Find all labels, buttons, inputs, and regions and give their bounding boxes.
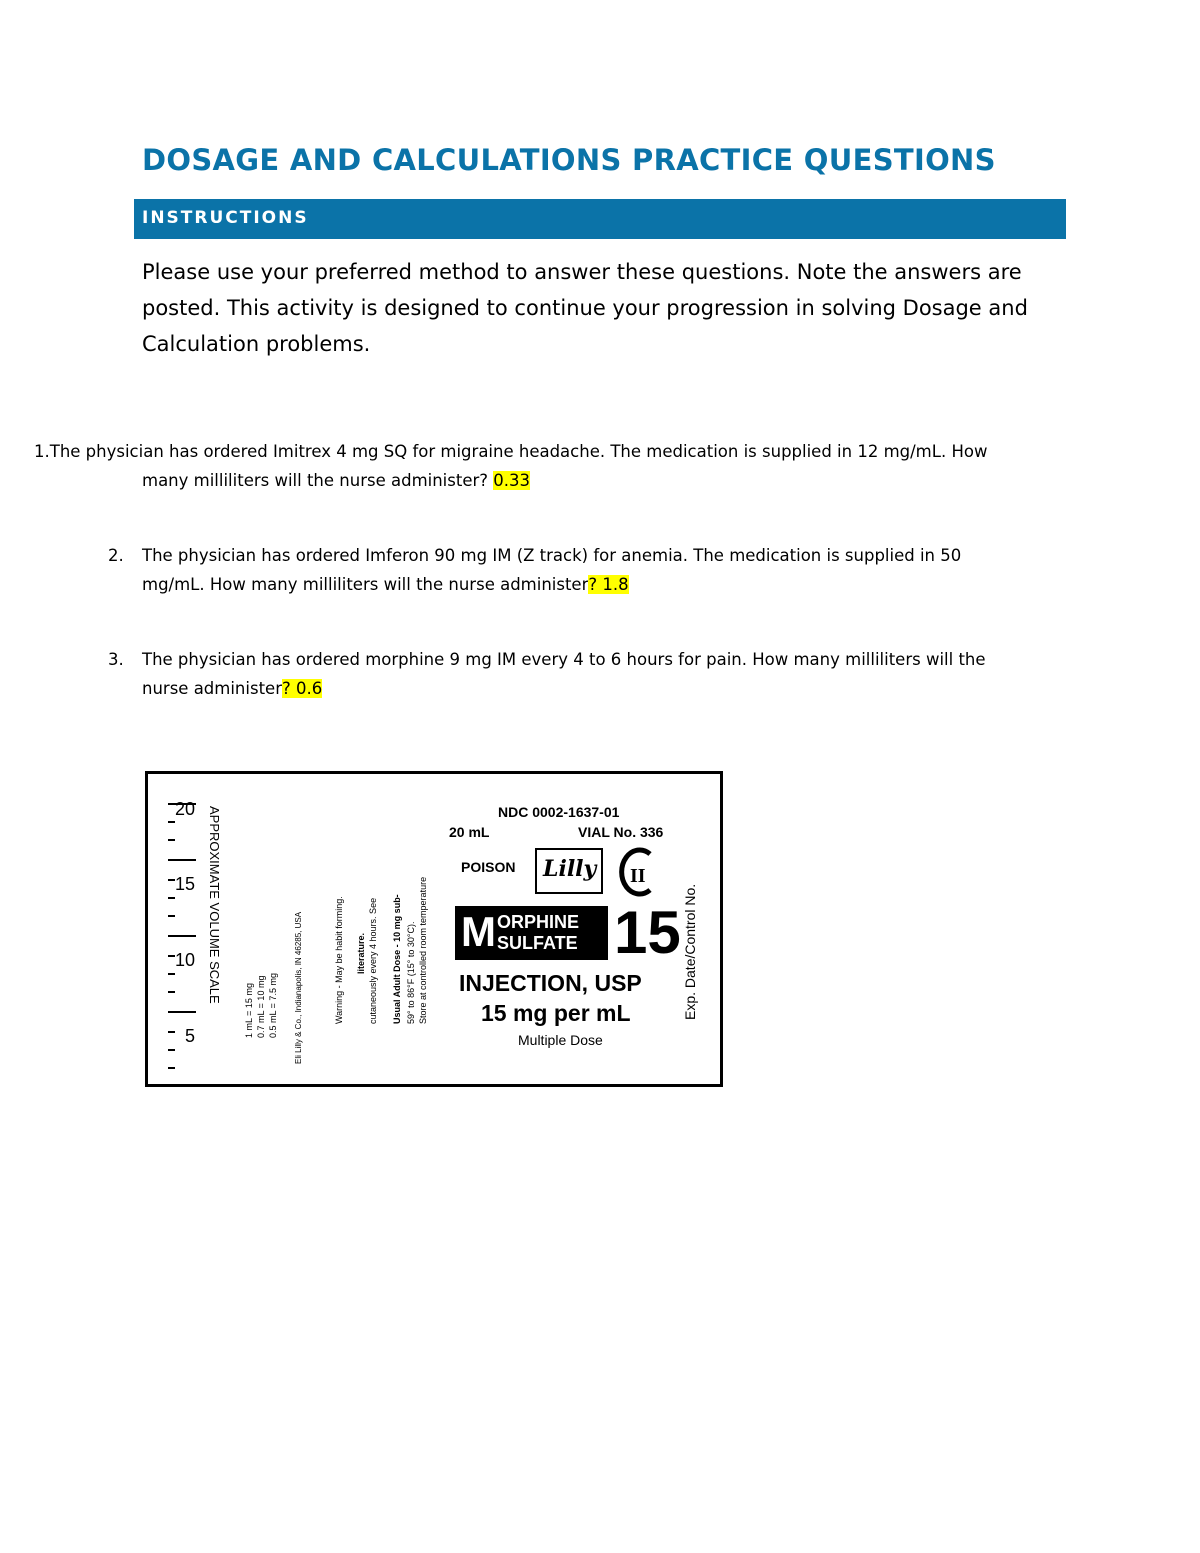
question-text-line1: The physician has ordered Imitrex 4 mg SQ for migraine headache. The medication is supplied in 12 mg/mL. How [49,442,988,461]
strength-number: 15 [614,899,681,966]
question-text-line2: nurse administer [142,679,282,698]
scale-number-15: 15 [175,874,196,894]
scale-title: APPROXIMATE VOLUME SCALE [207,806,222,1004]
answer-highlight: ? 0.6 [281,679,323,698]
vial-volume: 20 mL [449,824,490,840]
question-text-line1: The physician has ordered morphine 9 mg IM every 4 to 6 hours for pain. How many milliliters will the [142,650,986,669]
drug-name-line1: ORPHINE [497,912,580,932]
drug-initial: M [461,908,496,955]
fine-print: Eli Lilly & Co., Indianapolis, IN 46285, USA [294,911,303,1064]
question-text-line2: many milliliters will the nurse administer? [142,471,489,490]
answer-highlight: ? 1.8 [588,575,629,594]
question-1 [34,437,988,495]
question-number: 1. [34,442,50,461]
scale-number-20: 20 [175,799,196,819]
lilly-logo [535,848,603,894]
poison-warning: POISON [461,859,516,875]
question-2 [108,541,1062,599]
question-number: 2. [108,546,124,565]
intro-paragraph: Please use your preferred method to answer these questions. Note the answers are posted. This activity is designed to continue your progression in solving Dosage and Calculation problems. [142,260,1028,356]
ndc-number: NDC 0002-1637-01 [498,804,620,820]
schedule-c2-icon [616,844,658,900]
scale-number-5: 5 [185,1026,196,1046]
fine-print: literature. [356,932,366,974]
page-title: DOSAGE AND CALCULATIONS PRACTICE QUESTIONS [142,143,996,177]
fine-print: Warning - May be habit forming. [334,896,344,1024]
fine-print: Store at controlled room temperature [418,876,428,1024]
injection-form: INJECTION, USP [459,970,642,996]
question-text-line1: The physician has ordered Imferon 90 mg IM (Z track) for anemia. The medication is supplied in 50 [142,546,962,565]
fine-print: 0.7 mL = 10 mg [256,975,266,1038]
vial-number: VIAL No. 336 [578,824,664,840]
question-text-line2: mg/mL. How many milliliters will the nurse administer [142,575,589,594]
fine-print: 59° to 86°F (15° to 30°C). [406,921,416,1024]
instructions-heading: INSTRUCTIONS [142,208,309,228]
concentration: 15 mg per mL [481,1000,631,1026]
scale-number-10: 10 [175,950,196,970]
question-3 [108,645,1062,703]
fine-print: 1 mL = 15 mg [244,983,254,1038]
drug-name-line2: SULFATE [497,933,578,953]
question-number: 3. [108,650,124,669]
fine-print: Usual Adult Dose - 10 mg sub- [392,894,402,1024]
expiration-field: Exp. Date/Control No. [682,883,698,1020]
brand-name: Lilly [543,856,597,882]
answer-highlight: 0.33 [493,471,531,490]
schedule-roman: II [630,865,646,887]
instructions-band [134,199,1066,239]
fine-print: cutaneously every 4 hours. See [368,897,378,1024]
morphine-vial-label [145,771,723,1087]
dose-type: Multiple Dose [518,1032,603,1048]
fine-print: 0.5 mL = 7.5 mg [268,973,278,1038]
drug-name-box [455,906,608,960]
